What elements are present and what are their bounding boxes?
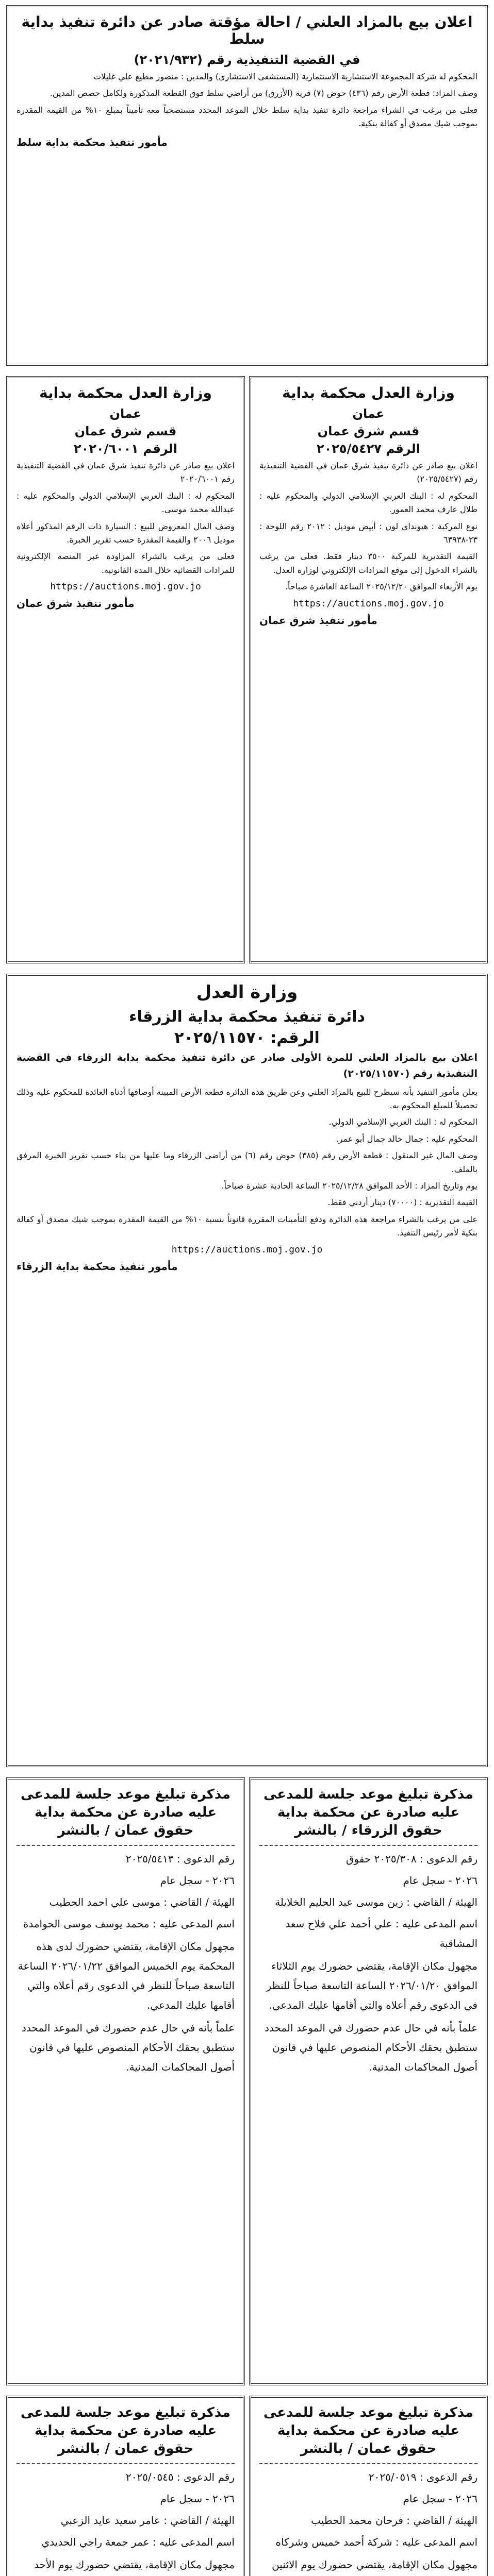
summons-row-1 <box>6 1772 488 2391</box>
notice-paragraph: يوم وتاريخ المزاد : الأحد الموافق ٢٠٢٥/١٢/٢٨ الساعة الحادية عشرة صباحاً. <box>221 1181 477 1191</box>
notice-paragraph: فعلى من يرغب بالشراء المزاودة عبر المنصة الإلكترونية للمزادات القضائية خلال المدة القانونية. <box>17 551 235 575</box>
notice-paragraph: يعلن مأمور التنفيذ بأنه سيطرح للبيع بالمزاد العلني وعن طريق هذه الدائرة قطعة الأرض المبينة أوصافها أدناه العائدة للمحكوم عليه وذلك تحصيلاً للمبلغ المحكوم به. <box>17 1087 477 1111</box>
case-number: رقم الدعوى : ٢٠٢٥/٣٠٨ حقوق <box>345 1853 477 1866</box>
notice-paragraph: المحكوم له : البنك العربي الإسلامي الدولي والمحكوم عليه : طلال عارف محمد العمور. <box>259 490 477 515</box>
court-register: ٢٠٢٦ - سجل عام <box>403 2493 477 2505</box>
notice-paragraph: فعلى من يرغب في الشراء مراجعة دائرة تنفيذ بداية سلط خلال الموعد المحدد مستصحباً معه تأميناً بمبلغ ١٠% من القيمة المقدرة بموجب شيك مصدق أو كفالة بنكية. <box>17 105 478 129</box>
summons-body: مجهول مكان الإقامة، يقتضي حضورك لدى هذه المحكمة يوم الخميس الموافق ٢٠٢٦/٠١/٢٢ الساعة التاسعة صباحاً للنظر في الدعوى رقم أعلاه والتي أقامها عليك المدعي. <box>18 1940 235 2012</box>
summons-row-2 <box>6 2391 488 2576</box>
court-panel: الهيئة / القاضي : موسى علي احمد الحطيب <box>49 1896 235 1909</box>
court-panel: الهيئة / القاضي : عامر سعيد عايد الزعبي <box>60 2514 235 2527</box>
summons-notice <box>249 1777 488 2385</box>
notice-paragraph: المحكوم له : البنك العربي الإسلامي الدولي والمحكوم عليه : عبدالله محمد موسى. <box>17 490 235 515</box>
notice-number: الرقم ٢٠٢٠/٦٠٠١ <box>73 442 177 456</box>
notice-paragraph: وصف المال المعروض للبيع : السيارة ذات الرقم المذكور أعلاه موديل ٢٠٠٦ والقيمة المقدرة حسب تقرير الخبرة. <box>17 521 235 545</box>
notice-title: وزارة العدل <box>196 982 298 1003</box>
summons-notice <box>6 1777 245 2385</box>
court-register: ٢٠٢٦ - سجل عام <box>160 2493 235 2505</box>
notice-signature: مأمور تنفيذ شرق عمان <box>17 597 135 610</box>
notice-subtitle: عمان <box>109 406 142 421</box>
auction-notice-salt <box>6 5 488 366</box>
auction-notice-zarqa <box>6 974 488 1767</box>
court-panel: الهيئة / القاضي : زين موسى عبد الحليم الخلايلة <box>275 1896 477 1909</box>
auction-notice-east-amman-left <box>6 376 245 963</box>
notice-number: الرقم: ٢٠٢٥/١١٥٧٠ <box>174 1029 320 1047</box>
notice-paragraph: يوم الأربعاء الموافق ٢٠٢٥/١٢/٢٠ الساعة العاشرة صباحاً. <box>285 582 477 592</box>
notice-paragraph: وصف المزاد: قطعة الأرض رقم (٤٣٦) حوض (٧) قرية (الأزرق) من أراضي سلط فوق القطعة المذكورة ولكامل حصص المدين. <box>50 88 477 98</box>
summons-footer: علماً بأنه في حال عدم حضورك في الموعد المحدد ستطبق بحقك الأحكام المنصوص عليها في قانون أصول المحاكمات المدنية. <box>265 2022 477 2074</box>
notice-subtitle: قسم شرق عمان <box>317 424 420 438</box>
notice-paragraph: وصف المال غير المنقول : قطعة الأرض رقم (٣٨٥) حوض رقم (٦) من أراضي الزرقاء وما عليها من بناء حسب تقرير الخبرة المرفق بالملف. <box>17 1150 478 1174</box>
summons-title: مذكرة تبليغ موعد جلسة للمدعى عليه صادرة عن محكمة بداية حقوق عمان / بالنشر <box>21 2405 230 2457</box>
notice-intro: اعلان بيع بالمزاد العلني للمرة الأولى صادر عن دائرة تنفيذ محكمة بداية الزرقاء في القضية التنفيذية رقم (٢٠٢٥/١١٥٧٠) <box>17 1052 477 1080</box>
defendant-name: اسم المدعى عليه : شركة أحمد خميس وشركاه <box>275 2536 477 2549</box>
notice-title: وزارة العدل محكمة بداية <box>39 384 212 401</box>
court-panel: الهيئة / القاضي : فرحان محمد الحطيب <box>311 2514 477 2527</box>
auction-notice-east-amman-right <box>249 376 488 963</box>
notice-number: الرقم ٢٠٢٥/٥٤٢٧ <box>316 442 420 456</box>
auction-url: https://auctions.moj.gov.jo <box>293 598 444 609</box>
notice-paragraph: القيمة التقديرية : (٧٠٠٠٠) دينار أردني فقط. <box>327 1197 477 1208</box>
notice-paragraph: المحكوم عليه : جمال خالد جمال أبو عمر. <box>336 1133 477 1144</box>
notice-paragraph: القيمة التقديرية للمركبة ٣٥٠٠ دينار فقط. فعلى من يرغب بالشراء الدخول إلى موقع المزادات الإلكتروني لوزارة العدل. <box>259 551 477 575</box>
notice-paragraph: المحكوم له : البنك العربي الإسلامي الدولي. <box>328 1117 477 1127</box>
notice-paragraph: اعلان بيع صادر عن دائرة تنفيذ شرق عمان في القضية التنفيذية رقم (٢٠٢٥/٥٤٢٧) <box>259 461 477 484</box>
court-register: ٢٠٢٦ - سجل عام <box>160 1874 235 1887</box>
notice-subtitle: عمان <box>352 406 385 421</box>
auction-url: https://auctions.moj.gov.jo <box>171 1244 323 1255</box>
auction-url: https://auctions.moj.gov.jo <box>50 581 201 592</box>
two-column-row <box>6 371 488 969</box>
summons-body: مجهول مكان الإقامة، يقتضي حضورك يوم الاثنين <box>272 2558 477 2571</box>
case-number: رقم الدعوى : ٢٠٢٥/٥٤١٣ <box>125 1853 235 1866</box>
summons-body: مجهول مكان الإقامة، يقتضي حضورك يوم الثلاثاء الموافق ٢٠٢٦/٠١/٢٠ الساعة التاسعة صباحاً للنظر في الدعوى رقم أعلاه والتي أقامها عليك المدعي. <box>266 1960 477 2012</box>
notice-title: اعلان بيع بالمزاد العلني / احالة مؤقتة صادر عن دائرة تنفيذ بداية سلط <box>21 13 473 47</box>
notice-signature: مأمور تنفيذ محكمة بداية سلط <box>17 135 168 148</box>
summons-notice <box>249 2396 488 2576</box>
notice-subtitle: دائرة تنفيذ محكمة بداية الزرقاء <box>129 1008 365 1026</box>
notice-paragraph: المحكوم له شركة المجموعة الاستشارية الاستثمارية (المستشفى الاستشاري) والمدين : منصور مطيع علي غليلات <box>93 72 477 81</box>
case-number: رقم الدعوى : ٢٠٢٥/٠٥٤٥ <box>125 2471 235 2484</box>
notice-title: وزارة العدل محكمة بداية <box>282 384 455 401</box>
summons-footer: علماً بأنه في حال عدم حضورك في الموعد المحدد ستطبق بحقك الأحكام المنصوص عليها في قانون أصول المحاكمات المدنية. <box>22 2022 235 2074</box>
summons-body: مجهول مكان الإقامة، يقتضي حضورك يوم الأحد <box>34 2558 235 2571</box>
defendant-name: اسم المدعى عليه : علي أحمد علي فلاح سعد المشاقبة <box>285 1918 477 1950</box>
summons-title: مذكرة تبليغ موعد جلسة للمدعى عليه صادرة عن محكمة بداية حقوق عمان / بالنشر <box>264 2405 473 2457</box>
summons-title: مذكرة تبليغ موعد جلسة للمدعى عليه صادرة عن محكمة بداية حقوق الزرقاء / بالنشر <box>264 1787 473 1839</box>
defendant-name: اسم المدعى عليه : عمر جمعة راجي الحديدي <box>41 2536 235 2549</box>
notice-subtitle: قسم شرق عمان <box>74 424 177 438</box>
newspaper-page <box>0 5 494 2576</box>
defendant-name: اسم المدعى عليه : محمد يوسف موسى الحوامدة <box>23 1918 235 1930</box>
notice-signature: مأمور تنفيذ محكمة بداية الزرقاء <box>17 1260 178 1273</box>
notice-signature: مأمور تنفيذ شرق عمان <box>259 614 377 626</box>
case-number: رقم الدعوى : ٢٠٢٥/٠٥١٩ <box>368 2471 477 2484</box>
summons-title: مذكرة تبليغ موعد جلسة للمدعى عليه صادرة عن محكمة بداية حقوق عمان / بالنشر <box>21 1787 230 1839</box>
notice-paragraph: اعلان بيع صادر عن دائرة تنفيذ شرق عمان في القضية التنفيذية رقم ٢٠٢٠/٦٠٠١ <box>17 461 235 484</box>
court-register: ٢٠٢٦ - سجل عام <box>403 1874 477 1887</box>
summons-notice <box>6 2396 245 2576</box>
notice-paragraph: على من يرغب بالشراء مراجعة هذه الدائرة ودفع التأمينات المقررة قانوناً بنسبة ١٠% من القيمة المقدرة بموجب شيك مصدق أو كفالة بنكية لأمر رئيس التنفيذ. <box>17 1214 477 1238</box>
notice-paragraph: نوع المركبة : هيونداي لون : أبيض موديل : ٢٠١٢ رقم اللوحة : ٢٣-٦٣٩٣٨ <box>259 521 478 545</box>
notice-subtitle: في القضية التنفيذية رقم (٢٠٢١/٩٣٢) <box>134 53 360 67</box>
